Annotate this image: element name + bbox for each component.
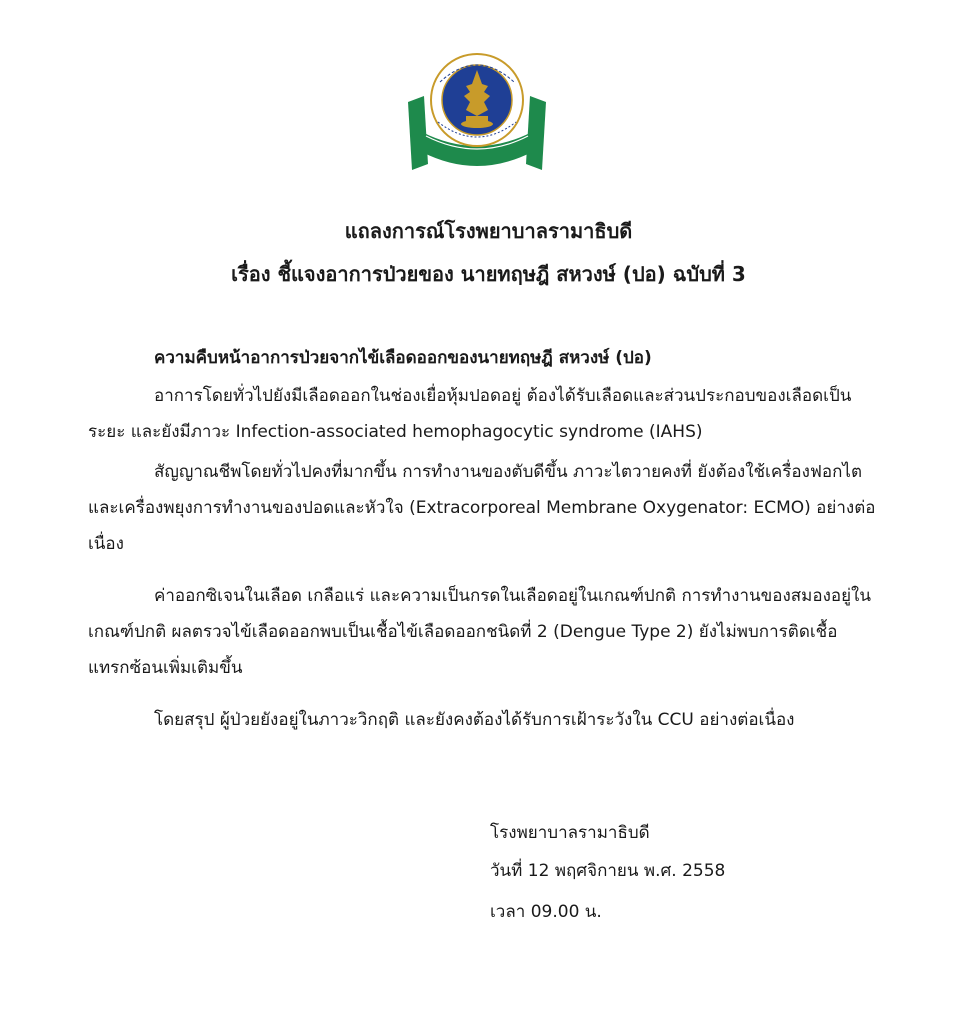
section-heading: ความคืบหน้าอาการป่วยจากไข้เลือดออกของนายทฤษฎี สหวงษ์ (ปอ) [154, 348, 652, 368]
paragraph-lab-results: ค่าออกซิเจนในเลือด เกลือแร่ และความเป็นกรดในเลือดอยู่ในเกณฑ์ปกติ การทำงานของสมองอยู่ในเกณฑ์ปกติ ผลตรวจไข้เลือดออกพบเป็นเชื้อไข้เลือดออกชนิดที่ 2 (Dengue Type 2) ยังไม่พบการติดเชื้อแทรกซ้อนเพิ่มเติมขึ้น [88, 586, 871, 678]
signature-org: โรงพยาบาลรามาธิบดี [490, 823, 650, 843]
statement-subject: เรื่อง ชี้แจงอาการป่วยของ นายทฤษฎี สหวงษ์ (ปอ) ฉบับที่ 3 [231, 262, 746, 286]
paragraph-vital-signs: สัญญาณชีพโดยทั่วไปคงที่มากขึ้น การทำงานของตับดีขึ้น ภาวะไตวายคงที่ ยังต้องใช้เครื่องฟอกไต และเครื่องพยุงการทำงานของปอดและหัวใจ (Extracorporeal Membrane Oxygenator: ECMO) อย่างต่อเนื่อง [88, 462, 876, 554]
signature-time: เวลา 09.00 น. [490, 902, 602, 922]
paragraph-summary: โดยสรุป ผู้ป่วยยังอยู่ในภาวะวิกฤติ และยังคงต้องได้รับการเฝ้าระวังใน CCU อย่างต่อเนื่อง [154, 710, 795, 730]
signature-date: วันที่ 12 พฤศจิกายน พ.ศ. 2558 [490, 861, 726, 881]
statement-title: แถลงการณ์โรงพยาบาลรามาธิบดี [344, 219, 633, 243]
hospital-seal-logo [404, 52, 550, 174]
paragraph-general-condition: อาการโดยทั่วไปยังมีเลือดออกในช่องเยื่อหุ้มปอดอยู่ ต้องได้รับเลือดและส่วนประกอบของเลือดเป็นระยะ และยังมีภาวะ Infection-associated hemophagocytic syndrome (IAHS) [88, 386, 852, 442]
